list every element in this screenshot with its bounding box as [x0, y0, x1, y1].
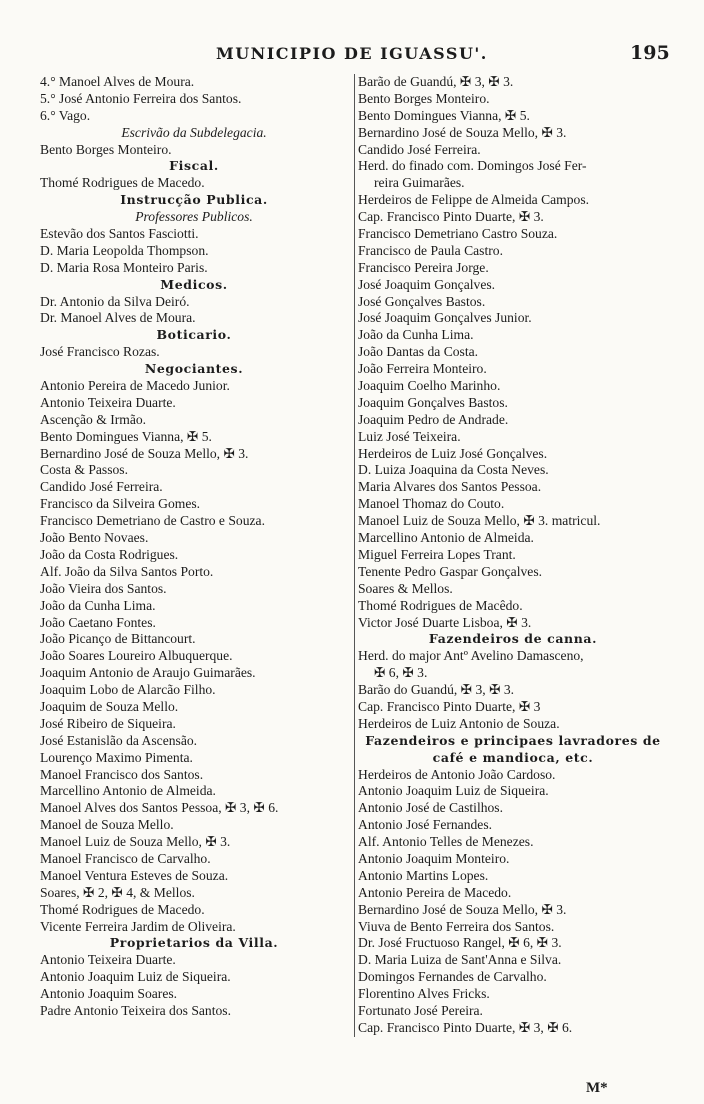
page-header: [0, 44, 704, 74]
list-item: Antonio Joaquim Luiz de Siqueira.: [40, 969, 231, 985]
list-item: Bento Domingues Vianna, ✠ 5.: [40, 428, 212, 444]
list-item: Miguel Ferreira Lopes Trant.: [358, 546, 516, 562]
list-item: Antonio José de Castilhos.: [358, 800, 503, 816]
list-item: Thomé Rodrigues de Macêdo.: [358, 597, 523, 613]
list-item: João Bento Novaes.: [40, 530, 149, 546]
list-item: Cap. Francisco Pinto Duarte, ✠ 3: [358, 698, 541, 714]
list-item: Antonio Pereira de Macedo Junior.: [40, 378, 230, 394]
list-item: Bento Borges Monteiro.: [40, 141, 172, 157]
list-item: Manoel Francisco de Carvalho.: [40, 850, 211, 866]
list-item: 4.° Manoel Alves de Moura.: [40, 74, 195, 89]
list-item: Maria Alvares dos Santos Pessoa.: [358, 479, 542, 495]
list-item: Barão de Guandú, ✠ 3, ✠ 3.: [358, 74, 514, 89]
list-item: Manoel Ventura Esteves de Souza.: [40, 867, 229, 883]
list-item: Herdeiros de Felippe de Almeida Campos.: [358, 192, 590, 208]
list-item: Cap. Francisco Pinto Duarte, ✠ 3.: [358, 209, 544, 225]
list-item: Herd. do finado com. Domingos José Fer-: [358, 158, 587, 174]
list-item: Antonio Pereira de Macedo.: [358, 884, 512, 900]
list-item: Joaquim Gonçalves Bastos.: [358, 394, 508, 410]
list-item: Bento Borges Monteiro.: [358, 90, 490, 106]
list-item: Antonio Teixeira Duarte.: [40, 952, 176, 968]
list-item: João da Cunha Lima.: [358, 327, 474, 343]
list-item: Manoel Alves dos Santos Pessoa, ✠ 3, ✠ 6.: [40, 800, 279, 816]
list-item: Thomé Rodrigues de Macedo.: [40, 175, 205, 191]
list-item: Dr. Antonio da Silva Deiró.: [40, 293, 190, 309]
list-item: João Ferreira Monteiro.: [358, 361, 487, 377]
list-item: Francisco Demetriano de Castro e Souza.: [40, 513, 265, 529]
section-heading: Fazendeiros de canna.: [428, 631, 598, 647]
list-item: Manoel Luiz de Souza Mello, ✠ 3.: [40, 834, 231, 850]
list-item: Antonio Joaquim Soares.: [40, 986, 178, 1002]
list-item: D. Maria Luiza de Sant'Anna e Silva.: [358, 952, 562, 968]
list-item: Padre Antonio Teixeira dos Santos.: [40, 1002, 231, 1018]
list-item: Manoel Luiz de Souza Mello, ✠ 3. matricul.: [358, 513, 601, 529]
list-item: José Estanislão da Ascensão.: [40, 732, 198, 748]
list-item: Joaquim de Souza Mello.: [40, 698, 179, 714]
list-item: Viuva de Bento Ferreira dos Santos.: [358, 918, 555, 934]
list-item: Luiz José Teixeira.: [358, 428, 461, 444]
list-item: Costa & Passos.: [40, 462, 128, 478]
list-item: D. Maria Rosa Monteiro Paris.: [40, 259, 208, 275]
list-item: Bernardino José de Souza Mello, ✠ 3.: [358, 124, 567, 140]
list-item: Marcellino Antonio de Almeida.: [40, 783, 216, 799]
list-item: Francisco Pereira Jorge.: [358, 259, 489, 275]
list-item: Bernardino José de Souza Mello, ✠ 3.: [40, 445, 249, 461]
list-item: João da Costa Rodrigues.: [40, 546, 179, 562]
list-item: Domingos Fernandes de Carvalho.: [358, 969, 547, 985]
list-item: José Gonçalves Bastos.: [358, 293, 486, 309]
list-item: Joaquim Pedro de Andrade.: [358, 411, 509, 427]
list-item: Joaquim Coelho Marinho.: [358, 378, 501, 394]
page-number: 195: [630, 42, 670, 64]
list-item: Soares, ✠ 2, ✠ 4, & Mellos.: [40, 884, 195, 900]
section-heading: Professores Publicos.: [135, 209, 253, 225]
list-item: Antonio Martins Lopes.: [358, 867, 489, 883]
list-item: Cap. Francisco Pinto Duarte, ✠ 3, ✠ 6.: [358, 1019, 573, 1035]
list-item: Victor José Duarte Lisboa, ✠ 3.: [358, 614, 532, 630]
list-item: José Ribeiro de Siqueira.: [40, 715, 176, 731]
list-item: João Soares Loureiro Albuquerque.: [40, 648, 233, 664]
list-item: José Francisco Rozas.: [40, 344, 160, 360]
list-item: reira Guimarães.: [374, 175, 465, 191]
section-heading: Fazendeiros e principaes lavradores de: [365, 732, 661, 748]
section-heading: café e mandioca, etc.: [432, 749, 594, 765]
section-heading: Proprietarios da Villa.: [109, 935, 279, 951]
list-item: Candido José Ferreira.: [358, 141, 481, 157]
list-item: Antonio Joaquim Luiz de Siqueira.: [358, 783, 549, 799]
list-item: João Picanço de Bittancourt.: [40, 631, 196, 647]
list-item: Manoel Thomaz do Couto.: [358, 496, 505, 512]
list-item: Marcellino Antonio de Almeida.: [358, 530, 534, 546]
list-item: Antonio Joaquim Monteiro.: [358, 850, 510, 866]
signature-mark: M*: [586, 1080, 608, 1096]
left-column: [40, 74, 348, 1020]
list-item: Vicente Ferreira Jardim de Oliveira.: [40, 918, 236, 934]
list-item: Bento Domingues Vianna, ✠ 5.: [358, 107, 530, 123]
section-heading: Negociantes.: [144, 361, 244, 377]
list-item: Manoel de Souza Mello.: [40, 817, 174, 833]
list-item: Lourenço Maximo Pimenta.: [40, 749, 193, 765]
list-item: Ascenção & Irmão.: [40, 411, 147, 427]
right-column: [354, 74, 668, 1037]
list-item: ✠ 6, ✠ 3.: [374, 665, 428, 681]
list-item: Tenente Pedro Gaspar Gonçalves.: [358, 563, 543, 579]
list-item: João da Cunha Lima.: [40, 597, 156, 613]
list-item: Francisco da Silveira Gomes.: [40, 496, 201, 512]
list-item: Francisco de Paula Castro.: [358, 242, 503, 258]
list-item: Bernardino José de Souza Mello, ✠ 3.: [358, 901, 567, 917]
list-item: Dr. Manoel Alves de Moura.: [40, 310, 196, 326]
list-item: Thomé Rodrigues de Macedo.: [40, 901, 205, 917]
list-item: Herd. do major Antº Avelino Damasceno,: [358, 648, 584, 664]
list-item: Manoel Francisco dos Santos.: [40, 766, 204, 782]
list-item: Joaquim Lobo de Alarcão Filho.: [40, 682, 216, 698]
list-item: Fortunato José Pereira.: [358, 1002, 483, 1018]
list-item: José Joaquim Gonçalves Junior.: [358, 310, 532, 326]
list-item: 5.° José Antonio Ferreira dos Santos.: [40, 90, 242, 106]
list-item: Antonio Teixeira Duarte.: [40, 394, 176, 410]
list-item: 6.° Vago.: [40, 107, 91, 123]
list-item: Alf. Antonio Telles de Menezes.: [358, 834, 534, 850]
list-item: Herdeiros de Antonio João Cardoso.: [358, 766, 556, 782]
section-heading: Escrivão da Subdelegacia.: [121, 124, 267, 140]
list-item: Francisco Demetriano Castro Souza.: [358, 226, 558, 242]
list-item: Florentino Alves Fricks.: [358, 986, 490, 1002]
list-item: Joaquim Antonio de Araujo Guimarães.: [40, 665, 256, 681]
list-item: Soares & Mellos.: [358, 580, 453, 596]
list-item: Herdeiros de Luiz José Gonçalves.: [358, 445, 548, 461]
list-item: João Vieira dos Santos.: [40, 580, 167, 596]
list-item: Antonio José Fernandes.: [358, 817, 493, 833]
list-item: Alf. João da Silva Santos Porto.: [40, 563, 214, 579]
list-item: Herdeiros de Luiz Antonio de Souza.: [358, 715, 560, 731]
list-item: José Joaquim Gonçalves.: [358, 276, 496, 292]
list-item: Candido José Ferreira.: [40, 479, 163, 495]
section-heading: Medicos.: [160, 276, 228, 292]
list-item: Estevão dos Santos Fasciotti.: [40, 226, 199, 242]
section-heading: Instrucção Publica.: [120, 192, 268, 208]
list-item: João Caetano Fontes.: [40, 614, 156, 630]
page-title: MUNICIPIO DE IGUASSU'.: [216, 44, 488, 63]
section-heading: Fiscal.: [169, 158, 219, 174]
list-item: Dr. José Fructuoso Rangel, ✠ 6, ✠ 3.: [358, 935, 562, 951]
list-item: D. Maria Leopolda Thompson.: [40, 242, 209, 258]
section-heading: Boticario.: [156, 327, 232, 343]
list-item: Barão do Guandú, ✠ 3, ✠ 3.: [358, 682, 515, 698]
list-item: D. Luiza Joaquina da Costa Neves.: [358, 462, 549, 478]
list-item: João Dantas da Costa.: [358, 344, 479, 360]
